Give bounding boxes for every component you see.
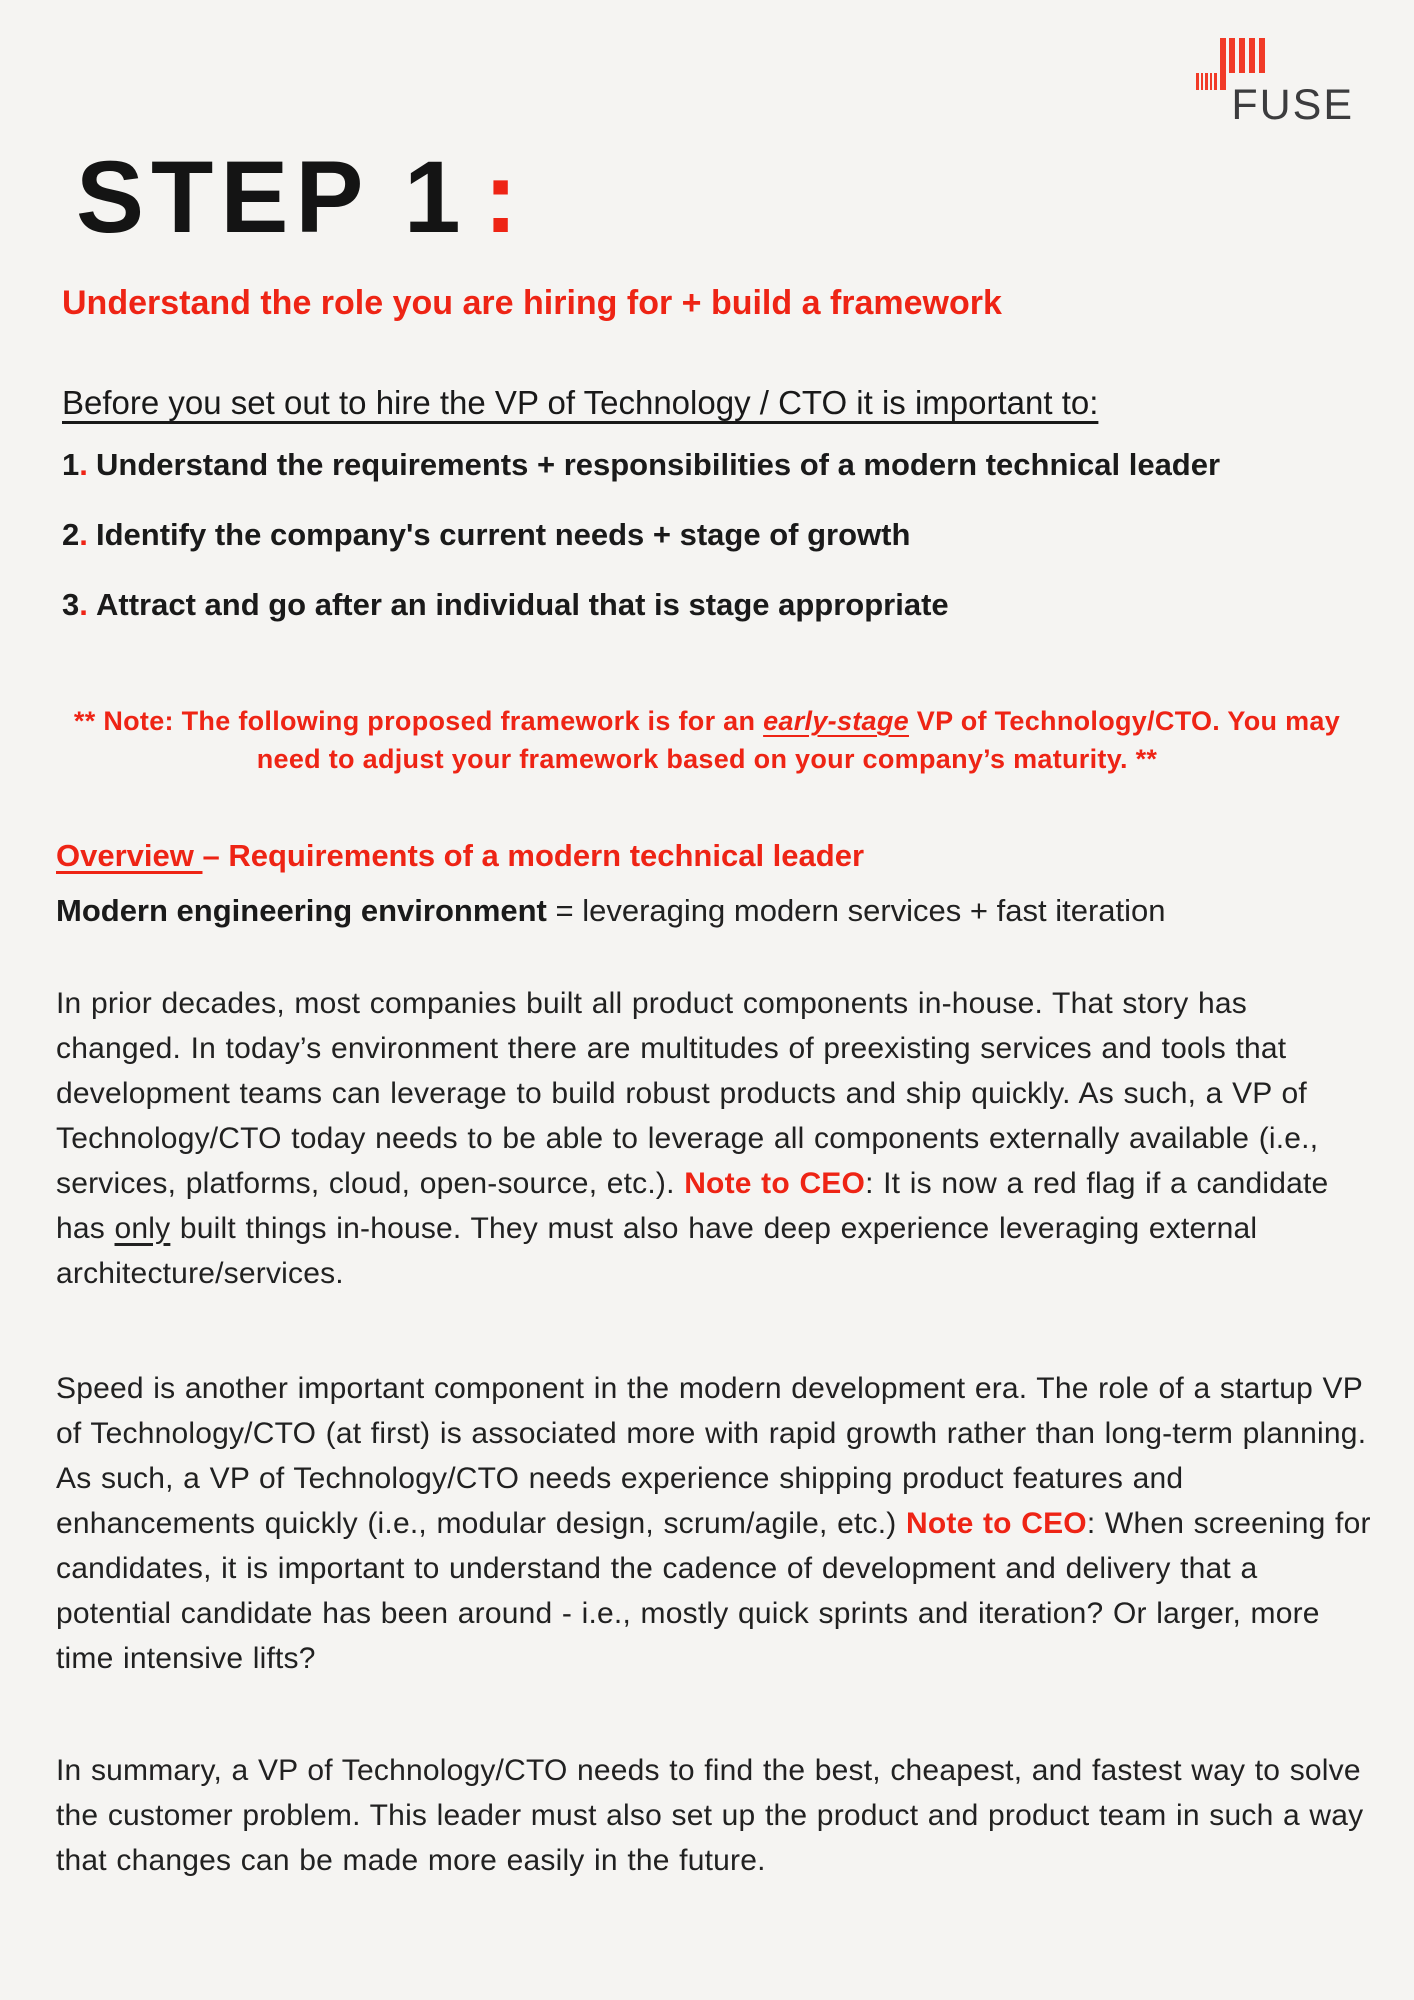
list-item <box>62 516 1374 553</box>
red-period: . <box>79 517 88 552</box>
intro-list <box>62 446 1374 656</box>
body-paragraph-3: In summary, a VP of Technology/CTO needs to find the best, cheapest, and fastest way to solve the customer problem. This leader must also set up the product and product team in such a way that changes can be made more easily in the future. <box>56 1754 1364 1877</box>
overview-heading-rest: – Requirements of a modern technical leader <box>202 838 865 873</box>
intro-lead: Before you set out to hire the VP of Technology / CTO it is important to: <box>62 384 1099 421</box>
definition-line: Modern engineering environment = leveraging modern services + fast iteration <box>56 893 1166 928</box>
list-item <box>62 586 1374 623</box>
logo-tall-bar <box>1220 38 1226 90</box>
overview-heading <box>56 836 864 876</box>
page-title <box>76 140 525 254</box>
list-item-number: 1. <box>62 447 88 482</box>
title-colon: : <box>483 140 525 254</box>
list-item-number: 2. <box>62 517 88 552</box>
overview-heading-underlined: Overview <box>56 838 203 873</box>
page-subtitle: Understand the role you are hiring for + build a framework <box>62 284 1002 322</box>
red-period: . <box>79 447 88 482</box>
list-item <box>62 446 1374 483</box>
step-label: STEP 1 <box>76 140 468 254</box>
list-item-text: Understand the requirements + responsibilities of a modern technical leader <box>96 447 1221 482</box>
logo-small-bars <box>1196 73 1217 90</box>
fuse-logo-text: FUSE <box>1231 81 1354 129</box>
fuse-logo <box>1196 38 1354 127</box>
list-item-text: Attract and go after an individual that is stage appropriate <box>96 587 949 622</box>
logo-top-bars <box>1229 38 1265 73</box>
body-paragraph-1: In prior decades, most companies built all product components in-house. That story has changed. In today’s environment there are multitudes of preexisting services and tools that development teams can leverage to build robust products and ship quickly. As such, a VP of Technology/CTO today needs to be able to leverage all components externally available (i.e., services, platforms, cloud, open-source, etc.). Note to CEO: It is now a red flag if a candidate has only built things in-house. They must also have deep experience leveraging external architecture/services. <box>56 987 1329 1290</box>
framework-note: ** Note: The following proposed framework is for an early-stage VP of Technology/CTO. You may need to adjust your framework based on your company’s maturity. ** <box>73 706 1341 774</box>
list-item-text: Identify the company's current needs + stage of growth <box>96 517 911 552</box>
red-period: . <box>79 587 88 622</box>
body-paragraph-2: Speed is another important component in the modern development era. The role of a startup VP of Technology/CTO (at first) is associated more with rapid growth rather than long-term planning. As such, a VP of Technology/CTO needs experience shipping product features and enhancements quickly (i.e., modular design, scrum/agile, etc.) Note to CEO: When screening for candidates, it is important to understand the cadence of development and delivery that a potential candidate has been around - i.e., mostly quick sprints and iteration? Or larger, more time intensive lifts? <box>56 1372 1371 1675</box>
list-item-number: 3. <box>62 587 88 622</box>
